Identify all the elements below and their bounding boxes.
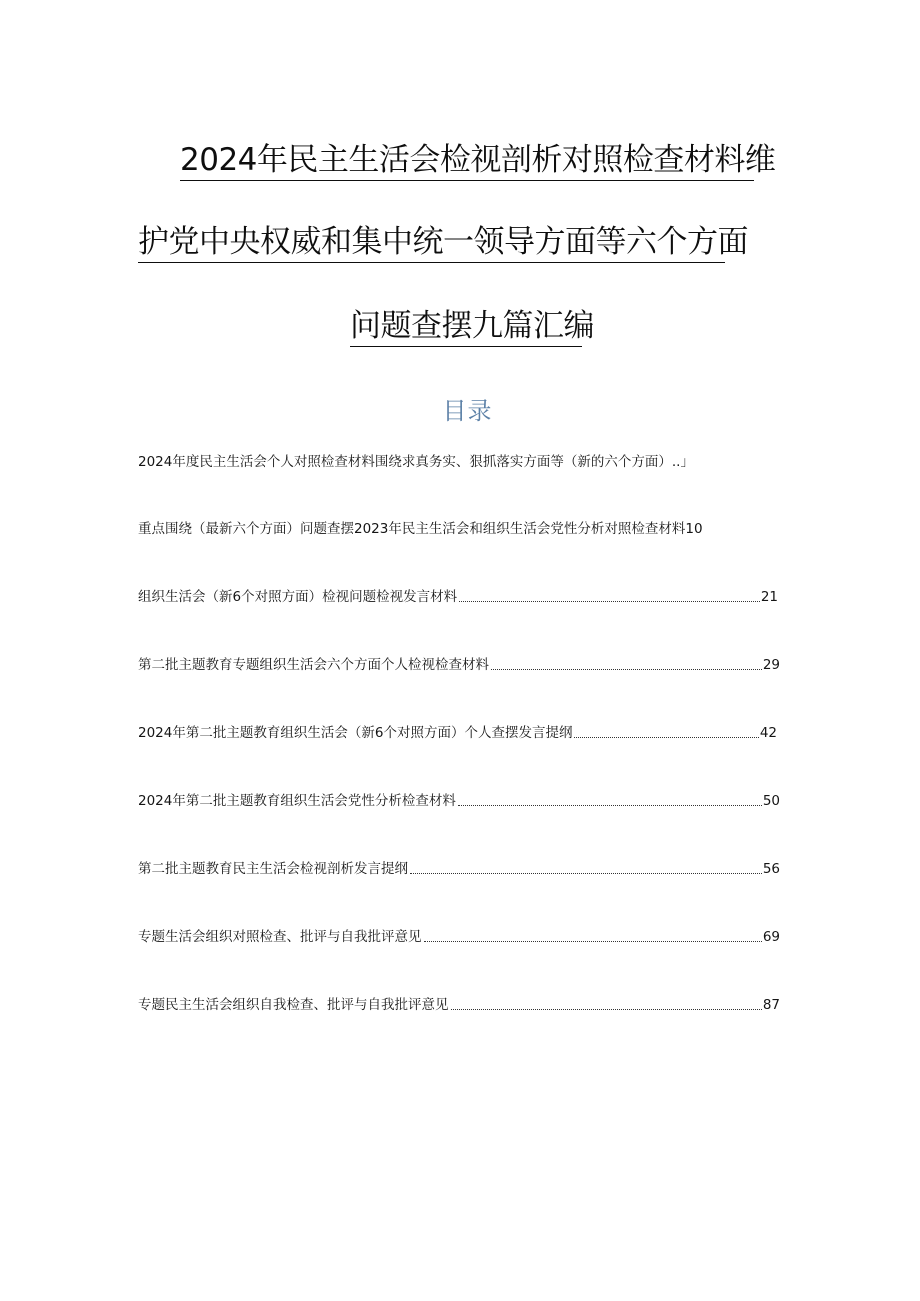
- toc-entry-label: 专题民主生活会组织自我检查、批评与自我批评意见: [138, 997, 449, 1013]
- toc-entry-label: 重点围绕（最新六个方面）问题查摆2023年民主生活会和组织生活会党性分析对照检查材料10: [138, 521, 703, 537]
- toc-entry[interactable]: [138, 651, 780, 675]
- toc-entry[interactable]: [138, 923, 780, 947]
- toc-leader-dots: [451, 1009, 762, 1010]
- toc-entry[interactable]: [138, 515, 780, 539]
- toc-entry-label: 第二批主题教育专题组织生活会六个方面个人检视检查材料: [138, 657, 489, 673]
- toc-leader-dots: [491, 669, 762, 670]
- toc-page-number: 56: [762, 861, 780, 877]
- toc-leader-dots: [410, 873, 762, 874]
- toc-leader-dots: [458, 805, 762, 806]
- title-line-1: 2024年民主生活会检视剖析对照检查材料维: [180, 140, 754, 181]
- toc-entry[interactable]: [138, 787, 780, 811]
- toc-page-number: 21: [760, 589, 778, 605]
- toc-heading: 目录: [442, 397, 493, 425]
- toc-page-number: 69: [762, 929, 780, 945]
- toc-entry-label: 2024年第二批主题教育组织生活会党性分析检查材料: [138, 793, 456, 809]
- toc-page-number: 29: [762, 657, 780, 673]
- title-line-3: 问题查摆九篇汇编: [350, 306, 582, 347]
- toc-entry[interactable]: [138, 448, 738, 472]
- toc-entry[interactable]: [138, 855, 780, 879]
- toc-leader-dots: [574, 737, 758, 738]
- toc-entry[interactable]: [138, 991, 780, 1015]
- toc-entry[interactable]: [138, 583, 778, 607]
- toc-entry-label: 2024年度民主生活会个人对照检查材料围绕求真务实、狠抓落实方面等（新的六个方面）..」: [138, 454, 694, 470]
- toc-entry-label: 第二批主题教育民主生活会检视剖析发言提纲: [138, 861, 408, 877]
- toc-entry-label: 组织生活会（新6个对照方面）检视问题检视发言材料: [138, 589, 458, 605]
- toc-leader-dots: [424, 941, 762, 942]
- toc-entry-label: 2024年第二批主题教育组织生活会（新6个对照方面）个人查摆发言提纲: [138, 725, 573, 741]
- toc-leader-dots: [459, 601, 760, 602]
- title-line-2: 护党中央权威和集中统一领导方面等六个方面: [138, 222, 725, 263]
- toc-page-number: 42: [759, 725, 777, 741]
- toc-page-number: 87: [762, 997, 780, 1013]
- toc-entry[interactable]: [138, 719, 777, 743]
- toc-page-number: 50: [762, 793, 780, 809]
- toc-entry-label: 专题生活会组织对照检查、批评与自我批评意见: [138, 929, 422, 945]
